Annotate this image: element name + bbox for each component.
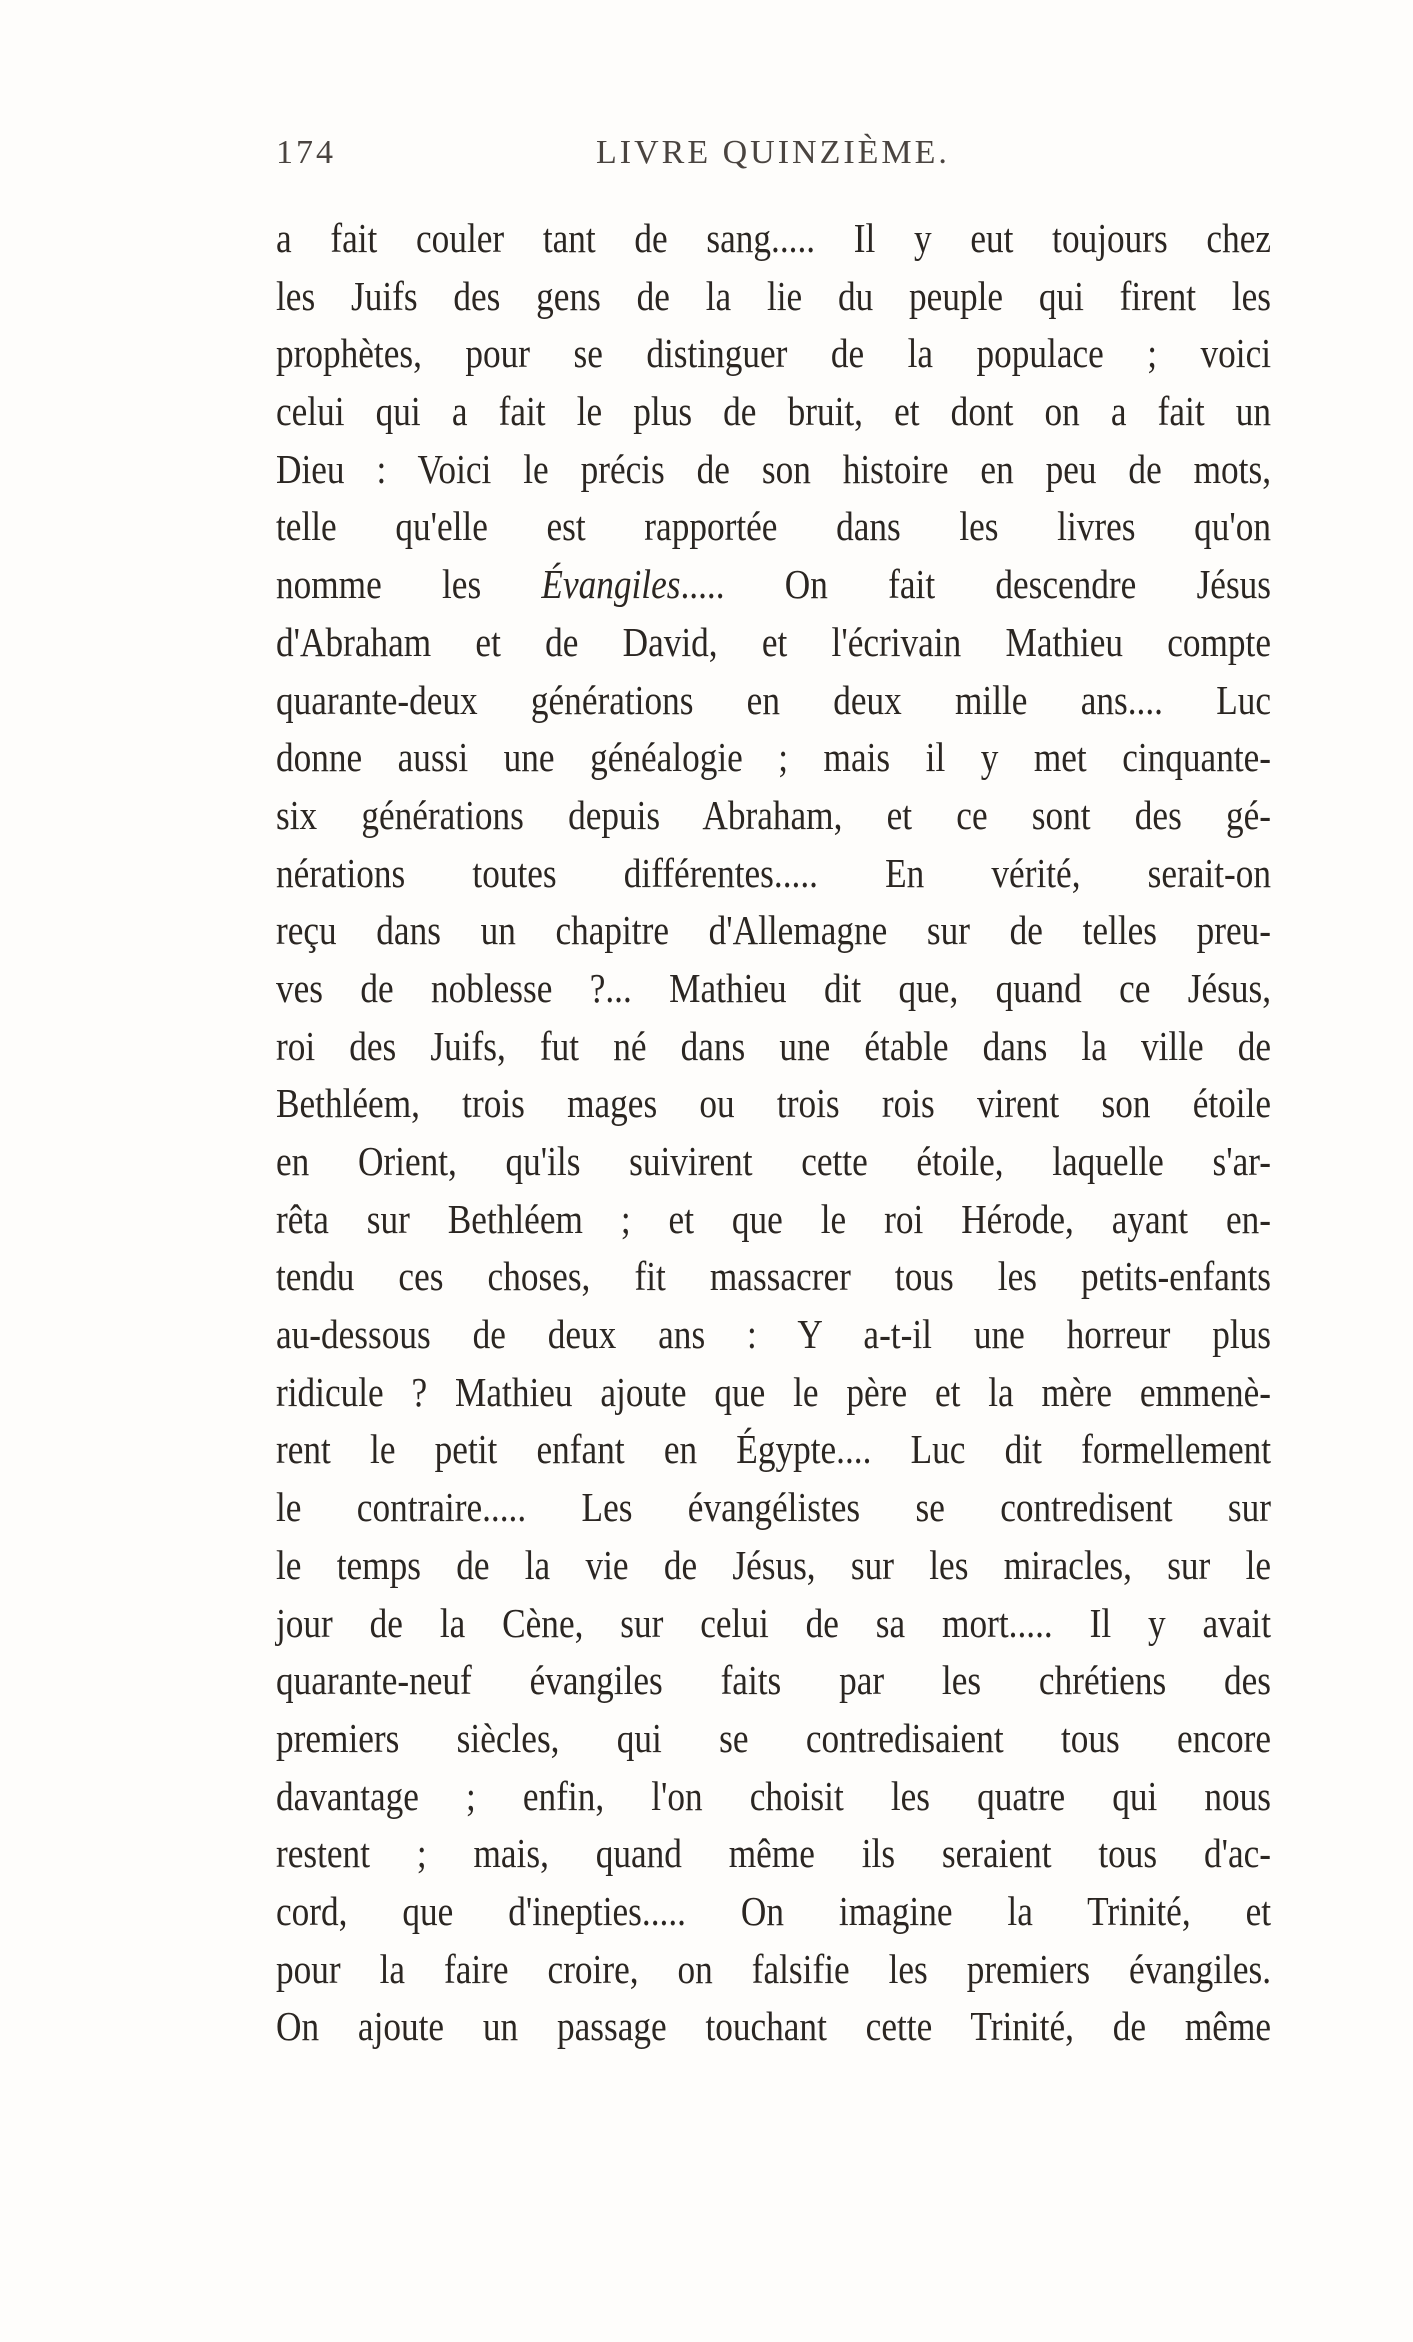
text-line: telle qu'elle est rapportée dans les livres qu'on xyxy=(276,503,1272,550)
text-line: le contraire..... Les évangélistes se contredisent sur xyxy=(276,1484,1272,1531)
text-line: jour de la Cène, sur celui de sa mort..... Il y avait xyxy=(276,1599,1272,1646)
text-line: nérations toutes différentes..... En vérité, serait-on xyxy=(276,849,1272,896)
text-line: ves de noblesse ?... Mathieu dit que, quand ce Jésus, xyxy=(276,964,1272,1011)
text-line: d'Abraham et de David, et l'écrivain Mathieu compte xyxy=(276,618,1272,665)
text-line: rent le petit enfant en Égypte.... Luc dit formellement xyxy=(276,1426,1272,1473)
text-line: davantage ; enfin, l'on choisit les quatre qui nous xyxy=(276,1772,1272,1819)
text-line: cord, que d'inepties..... On imagine la Trinité, et xyxy=(276,1887,1272,1934)
text-line: tendu ces choses, fit massacrer tous les petits-enfants xyxy=(276,1253,1272,1300)
italic-title: Évangiles xyxy=(541,561,681,608)
text-line: prophètes, pour se distinguer de la populace ; voici xyxy=(276,330,1272,377)
text-line-italic xyxy=(276,556,1271,614)
text-line: au-dessous de deux ans : Y a-t-il une horreur plus xyxy=(276,1311,1272,1358)
text-line: celui qui a fait le plus de bruit, et dont on a fait un xyxy=(276,388,1272,435)
body-text xyxy=(276,210,1271,2056)
text-line: ridicule ? Mathieu ajoute que le père et la mère emmenè- xyxy=(276,1368,1272,1415)
page-number: 174 xyxy=(276,134,336,171)
text-line: six générations depuis Abraham, et ce sont des gé- xyxy=(276,791,1272,838)
text-line: quarante-neuf évangiles faits par les chrétiens des xyxy=(276,1657,1272,1704)
running-title: LIVRE QUINZIÈME. xyxy=(596,134,950,171)
line-prefix: nomme les xyxy=(276,561,542,608)
text-line: premiers siècles, qui se contredisaient tous encore xyxy=(276,1714,1272,1761)
text-line: restent ; mais, quand même ils seraient tous d'ac- xyxy=(276,1830,1272,1877)
text-line: Bethléem, trois mages ou trois rois virent son étoile xyxy=(276,1080,1272,1127)
text-line: reçu dans un chapitre d'Allemagne sur de telles preu- xyxy=(276,907,1272,954)
line-suffix: ..... On fait descendre Jésus xyxy=(680,561,1272,608)
text-line: les Juifs des gens de la lie du peuple qui firent les xyxy=(276,272,1272,319)
text-line: en Orient, qu'ils suivirent cette étoile, laquelle s'ar- xyxy=(276,1138,1272,1184)
text-line: On ajoute un passage touchant cette Trinité, de même xyxy=(276,2003,1272,2050)
text-line: Dieu : Voici le précis de son histoire en peu de mots, xyxy=(276,445,1272,492)
text-line: a fait couler tant de sang..... Il y eut toujours chez xyxy=(276,215,1272,261)
text-line: quarante-deux générations en deux mille ans.... Luc xyxy=(276,676,1272,723)
text-line: pour la faire croire, on falsifie les premiers évangiles. xyxy=(276,1945,1272,1992)
text-line: rêta sur Bethléem ; et que le roi Hérode, ayant en- xyxy=(276,1195,1272,1242)
text-line: roi des Juifs, fut né dans une étable dans la ville de xyxy=(276,1022,1272,1069)
text-line: donne aussi une généalogie ; mais il y met cinquante- xyxy=(276,734,1272,781)
running-head xyxy=(276,134,1266,184)
text-line: le temps de la vie de Jésus, sur les miracles, sur le xyxy=(276,1541,1272,1588)
